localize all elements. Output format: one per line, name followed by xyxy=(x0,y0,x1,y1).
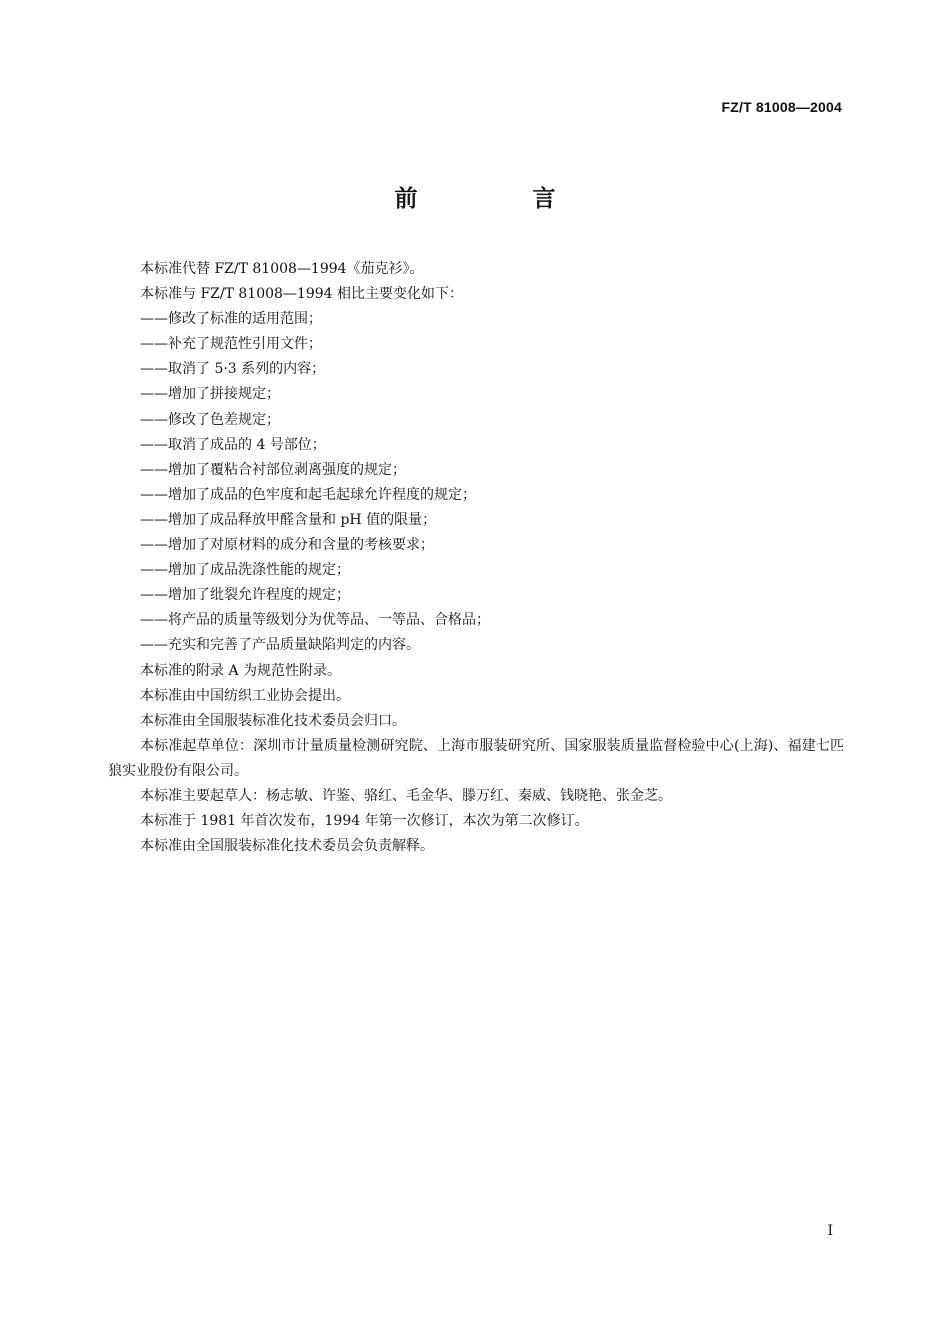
change-item: ——增加了成品的色牢度和起毛起球允许程度的规定； xyxy=(140,486,476,503)
change-item: ——修改了色差规定； xyxy=(140,411,280,428)
change-item: ——充实和完善了产品质量缺陷判定的内容。 xyxy=(140,637,420,654)
paragraph-history: 本标准于 1981 年首次发布，1994 年第一次修订，本次为第二次修订。 xyxy=(140,813,589,830)
paragraph-annex: 本标准的附录 A 为规范性附录。 xyxy=(140,662,342,679)
page-number: I xyxy=(827,1223,833,1239)
change-item: ——修改了标准的适用范围； xyxy=(140,311,322,328)
change-item: ——增加了成品释放甲醛含量和 pH 值的限量； xyxy=(140,511,437,528)
paragraph-replaces: 本标准代替 FZ/T 81008—1994《茄克衫》。 xyxy=(140,261,424,277)
change-item: ——将产品的质量等级划分为优等品、一等品、合格品； xyxy=(140,612,490,629)
paragraph-interpretation: 本标准由全国服装标准化技术委员会负责解释。 xyxy=(140,838,434,855)
change-item: ——增加了纰裂允许程度的规定； xyxy=(140,587,350,604)
paragraph-drafters: 本标准主要起草人：杨志敏、许鉴、骆红、毛金华、滕万红、秦威、钱晓艳、张金芝。 xyxy=(140,787,672,804)
change-item: ——增加了成品洗涤性能的规定； xyxy=(140,562,350,579)
change-item: ——增加了拼接规定； xyxy=(140,386,280,403)
paragraph-drafting-units: 本标准起草单位：深圳市计量质量检测研究院、上海市服装研究所、国家服装质量监督检验中心(上海)、福建七匹狼实业股份有限公司。 xyxy=(108,737,844,779)
change-item: ——取消了成品的 4 号部位； xyxy=(140,436,326,453)
paragraph-under-jurisdiction: 本标准由全国服装标准化技术委员会归口。 xyxy=(140,712,406,729)
change-item: ——取消了 5·3 系列的内容； xyxy=(140,361,326,378)
standard-code: FZ/T 81008—2004 xyxy=(721,99,842,115)
page-title: 前 言 xyxy=(394,186,602,212)
change-item: ——补充了规范性引用文件； xyxy=(140,336,322,353)
change-item: ——增加了覆粘合衬部位剥离强度的规定； xyxy=(140,461,406,478)
change-item: ——增加了对原材料的成分和含量的考核要求； xyxy=(140,537,434,554)
paragraph-changes-intro: 本标准与 FZ/T 81008—1994 相比主要变化如下： xyxy=(140,286,464,303)
foreword-body xyxy=(108,257,844,859)
paragraph-proposed-by: 本标准由中国纺织工业协会提出。 xyxy=(140,687,350,704)
